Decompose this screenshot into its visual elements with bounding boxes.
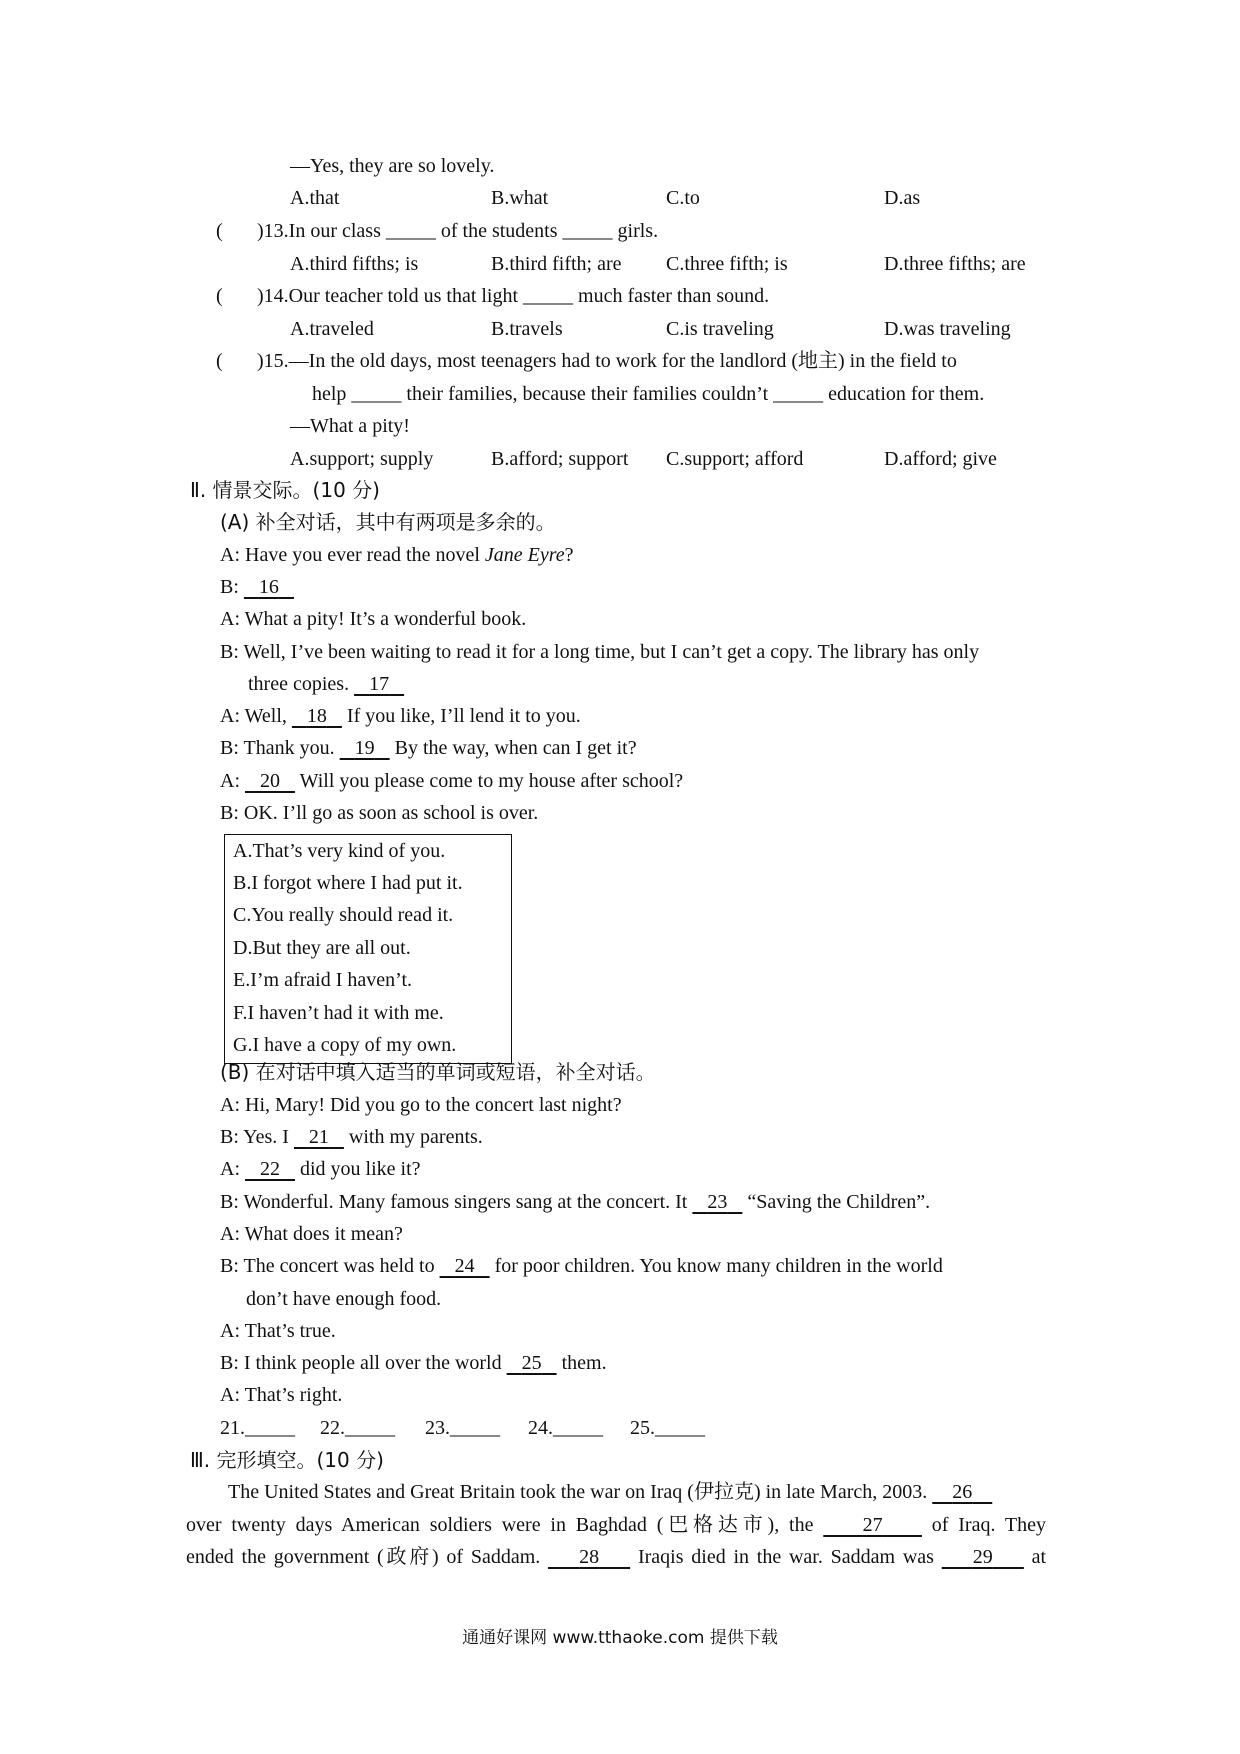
q13-option-c: C.three fifth; is [666, 253, 788, 275]
blank-18[interactable]: 18 [306, 705, 327, 727]
q15-option-c: C.support; afford [666, 448, 804, 470]
blank-29[interactable]: 29 [972, 1546, 993, 1568]
q14-answer-paren: ( [216, 285, 223, 307]
blank-26[interactable]: 26 [952, 1481, 973, 1503]
q12-option-a: A.that [290, 187, 340, 209]
q12-option-d: D.as [884, 187, 921, 209]
dialog-a-line-8: A: 20 Will you please come to my house after school? [220, 770, 684, 792]
q13-option-b: B.third fifth; are [491, 253, 622, 275]
q14-stem: )14.Our teacher told us that light _____ much faster than sound. [257, 285, 770, 307]
q14-option-c: C.is traveling [666, 318, 774, 340]
q15-reply: —What a pity! [290, 415, 410, 437]
option-d: D.But they are all out. [233, 937, 411, 959]
blank-22[interactable]: 22 [260, 1158, 280, 1180]
dialog-a-line-6: A: Well, 18 If you like, I’ll lend it to you. [220, 705, 581, 727]
dialog-a-line-7: B: Thank you. 19 By the way, when can I get it? [220, 737, 637, 759]
dialog-b-line-5: A: What does it mean? [220, 1223, 403, 1245]
dialog-a-line-9: B: OK. I’ll go as soon as school is over. [220, 802, 539, 824]
dialog-a-line-3: A: What a pity! It’s a wonderful book. [220, 608, 527, 630]
novel-title: Jane Eyre [484, 544, 565, 566]
q12-option-b: B.what [491, 187, 549, 209]
q15-option-d: D.afford; give [884, 448, 997, 470]
option-f: F.I haven’t had it with me. [233, 1002, 444, 1024]
q15-stem-line2: help _____ their families, because their families couldn’t _____ education for them. [312, 383, 985, 405]
blank-27[interactable]: 27 [862, 1514, 883, 1536]
q15-answer-paren: ( [216, 350, 223, 372]
option-a: A.That’s very kind of you. [233, 840, 446, 862]
part-a-instruction: (A) 补全对话，其中有两项是多余的。 [220, 510, 556, 534]
dialog-b-line-10: A: That’s right. [220, 1384, 343, 1406]
dialog-b-line-8: A: That’s true. [220, 1320, 336, 1342]
dialog-b-line-4: B: Wonderful. Many famous singers sang at the concert. It 23 “Saving the Children”. [220, 1191, 931, 1213]
dialog-b-line-7: don’t have enough food. [246, 1288, 442, 1310]
blank-23[interactable]: 23 [707, 1191, 728, 1213]
q14-option-d: D.was traveling [884, 318, 1011, 340]
q12-option-c: C.to [666, 187, 700, 209]
blank-16[interactable]: 16 [258, 576, 279, 598]
dialog-b-line-9: B: I think people all over the world 25 them. [220, 1352, 607, 1374]
q15-stem: )15.—In the old days, most teenagers had to work for the landlord (地主) in the field to [257, 350, 957, 372]
dialog-b-line-6: B: The concert was held to 24 for poor children. You know many children in the world [220, 1255, 943, 1277]
passage-line-3: ended the government (政府) of Saddam. 28 Iraqis died in the war. Saddam was 29 at [186, 1546, 1047, 1568]
dialog-b-line-3: A: 22 did you like it? [220, 1158, 421, 1180]
answer-22[interactable]: 22._____ [320, 1417, 395, 1439]
dialog-a-line-1: A: Have you ever read the novel Jane Eyre? [220, 544, 574, 566]
section-2-heading: Ⅱ. 情景交际。(10 分) [190, 478, 380, 502]
dialog-a-line-2: B: 16 [220, 575, 294, 599]
dialog-b-line-2: B: Yes. I 21 with my parents. [220, 1126, 483, 1148]
blank-19[interactable]: 19 [354, 737, 375, 759]
blank-21[interactable]: 21 [308, 1126, 329, 1148]
dialog-a-line-4: B: Well, I’ve been waiting to read it for a long time, but I can’t get a copy. The library has only [220, 641, 980, 663]
q13-answer-paren: ( [216, 220, 223, 242]
page-footer: 通通好课网 www.tthaoke.com 提供下载 [462, 1628, 778, 1648]
q13-stem: )13.In our class _____ of the students _____ girls. [257, 220, 659, 242]
q14-option-b: B.travels [491, 318, 563, 340]
option-b: B.I forgot where I had put it. [233, 872, 463, 894]
q13-option-a: A.third fifths; is [290, 253, 419, 275]
answer-24[interactable]: 24._____ [528, 1417, 603, 1439]
passage-line-2: over twenty days American soldiers were in Baghdad (巴格达市), the 27 of Iraq. They [186, 1514, 1047, 1536]
option-e: E.I’m afraid I haven’t. [233, 969, 412, 991]
blank-25[interactable]: 25 [521, 1352, 542, 1374]
dialog-b-line-1: A: Hi, Mary! Did you go to the concert last night? [220, 1094, 622, 1116]
option-g: G.I have a copy of my own. [233, 1034, 457, 1056]
q14-option-a: A.traveled [290, 318, 374, 340]
q15-option-b: B.afford; support [491, 448, 629, 470]
option-c: C.You really should read it. [233, 904, 454, 926]
q15-option-a: A.support; supply [290, 448, 434, 470]
blank-24[interactable]: 24 [454, 1255, 475, 1277]
blank-28[interactable]: 28 [579, 1546, 600, 1568]
blank-17[interactable]: 17 [369, 673, 390, 695]
answer-23[interactable]: 23._____ [425, 1417, 500, 1439]
options-box [224, 834, 512, 1064]
q13-option-d: D.three fifths; are [884, 253, 1026, 275]
blank-20[interactable]: 20 [260, 770, 280, 792]
q12-reply: —Yes, they are so lovely. [290, 155, 495, 177]
part-b-instruction: (B) 在对话中填入适当的单词或短语，补全对话。 [220, 1060, 656, 1084]
answer-25[interactable]: 25._____ [630, 1417, 705, 1439]
passage-line-1: The United States and Great Britain took the war on Iraq (伊拉克) in late March, 2003. 26 [228, 1480, 992, 1504]
answer-21[interactable]: 21._____ [220, 1417, 295, 1439]
dialog-a-line-5: three copies. 17 [248, 672, 404, 696]
section-3-heading: Ⅲ. 完形填空。(10 分) [190, 1448, 384, 1472]
